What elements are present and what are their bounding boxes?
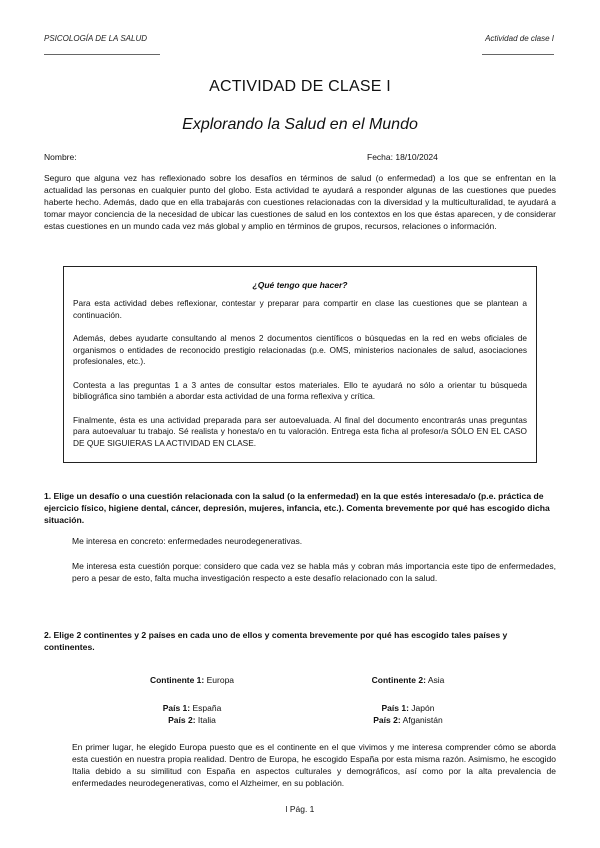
date-label: Fecha: 18/10/2024 xyxy=(367,152,438,162)
c2-country-1 xyxy=(308,702,508,714)
header-divider-left xyxy=(44,54,160,55)
question-1-answer-interest: Me interesa en concreto: enfermedades neurodegenerativas. xyxy=(72,536,303,546)
intro-paragraph: Seguro que alguna vez has reflexionado sobre los desafíos en términos de salud (o enfermedad) a los que se enfrentan en la actualidad las personas en cualquier punto del globo. Esta actividad te ayudará a responder algunas de las cuestiones que puedes haberte hecho. Además, dado que en ella trabajarás con cuestiones relacionadas con la diversidad y la multiculturalidad, te ayudará a tomar mayor conciencia de la necesidad de ubicar las cuestiones de salud en los contextos en los que éstas aparecen, y de considerar estas cuestiones en un mundo cada vez más global y amplio en términos de grupos, recursos, relaciones o información. xyxy=(44,173,556,231)
page-title: ACTIVIDAD DE CLASE I xyxy=(209,78,391,95)
question-2-answer: En primer lugar, he elegido Europa puesto que es el continente en el que vivimos y me interesa comprender cómo se aborda esta cuestión en nuestra propia realidad. Dentro de Europa, he escogido España por esta misma razón. Asimismo, he escogido Italia debido a su similitud con España en aspectos culturales y demográficos, así como por la alta prevalencia de enfermedades neurodegenerativas, como el Alzheimer, en su población. xyxy=(72,742,556,788)
question-1-answer-reason: Me interesa esta cuestión porque: considero que cada vez se habla más y cobran más importancia este tipo de enfermedades, pero a pesar de esto, falta mucha investigación respecto a este desafío relacionado con la salud. xyxy=(72,561,556,583)
continent-1-label: Continente 1: xyxy=(149,675,205,685)
header-activity-tag: Actividad de clase I xyxy=(485,34,554,43)
continent-1 xyxy=(92,674,292,686)
c2-country-2 xyxy=(308,714,508,726)
c2-country-1-label: País 1: xyxy=(381,703,409,713)
page-subtitle: Explorando la Salud en el Mundo xyxy=(182,116,418,133)
c1-country-2-value: Italia xyxy=(197,715,216,725)
question-2: 2. Elige 2 continentes y 2 países en cada uno de ellos y comenta brevemente por qué has escogido tales países y continentes. xyxy=(44,630,508,652)
header-course: PSICOLOGÍA DE LA SALUD xyxy=(44,34,147,43)
c1-country-1 xyxy=(92,702,292,714)
instructions-paragraph: Contesta a las preguntas 1 a 3 antes de consultar estos materiales. Ello te ayudará no sólo a orientar tu búsqueda bibliográfica sino también a abordar esta actividad de una forma reflexiva y crítica. xyxy=(73,379,527,401)
c2-country-2-label: País 2: xyxy=(373,715,401,725)
header-divider-right xyxy=(482,54,554,55)
continent-2-value: Asia xyxy=(427,675,445,685)
question-1: 1. Elige un desafío o una cuestión relacionada con la salud (o la enfermedad) en la que estés interesada/o (p.e. práctica de ejercicio físico, higiene dental, cáncer, depresión, mujeres, infancia, etc.). Comenta brevemente por qué has escogido dicha situación. xyxy=(44,491,550,525)
instructions-paragraph: Además, debes ayudarte consultando al menos 2 documentos científicos o búsquedas en la red en webs oficiales de organismos o entidades de reconocido prestigio relacionadas (p.e. OMS, ministerios nacionales de salud, asociaciones profesionales, etc.). xyxy=(73,333,527,366)
c2-country-1-value: Japón xyxy=(411,703,435,713)
instructions-paragraph: Finalmente, ésta es una actividad preparada para ser autoevaluada. Al final del documento encontrarás unas preguntas para autoevaluar tu trabajo. Sé realista y honesta/o en tu valoración. Entrega esta ficha al profesor/a SÓLO EN EL CASO DE QUE SIGUIERAS LA ACTIVIDAD EN CLASE. xyxy=(73,414,527,448)
instructions-paragraph: Para esta actividad debes reflexionar, contestar y preparar para compartir en clase las cuestiones que se plantean a continuación. xyxy=(73,298,527,320)
c1-country-1-value: España xyxy=(192,703,222,713)
page-number: l Pág. 1 xyxy=(285,804,315,814)
continent-2-label: Continente 2: xyxy=(371,675,426,685)
c2-country-2-value: Afganistán xyxy=(402,715,443,725)
c1-country-2-label: País 2: xyxy=(168,715,196,725)
instructions-box xyxy=(63,266,537,463)
continent-1-value: Europa xyxy=(206,675,235,685)
name-label: Nombre: xyxy=(44,152,77,162)
continent-1-countries xyxy=(92,702,292,726)
instructions-title: ¿Qué tengo que hacer? xyxy=(252,280,348,290)
continent-2-countries xyxy=(308,702,508,726)
c1-country-2 xyxy=(92,714,292,726)
continent-2 xyxy=(308,674,508,686)
c1-country-1-label: País 1: xyxy=(162,703,191,713)
